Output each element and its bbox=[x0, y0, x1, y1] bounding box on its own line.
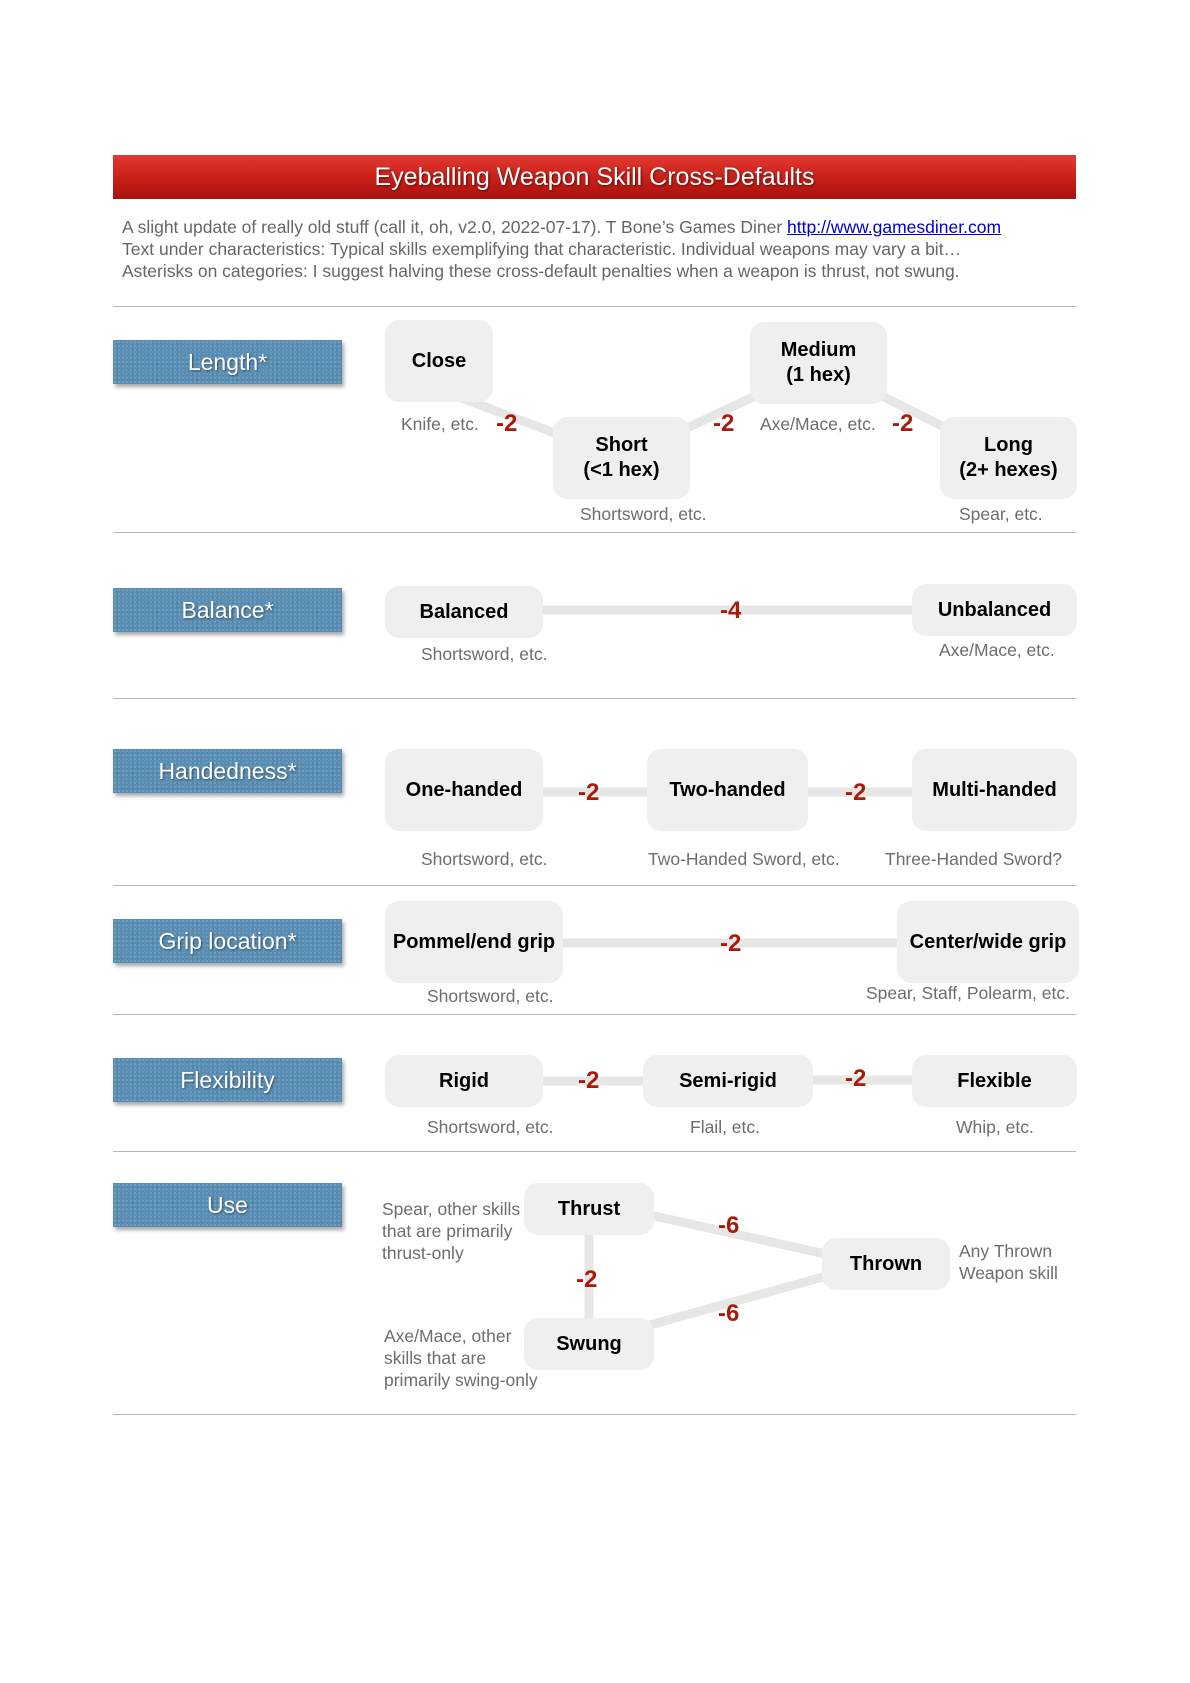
category-handedness: Handedness* bbox=[113, 749, 342, 793]
page-title: Eyeballing Weapon Skill Cross-Defaults bbox=[113, 155, 1076, 199]
penalty-medium-long: -2 bbox=[892, 410, 914, 437]
note-unbalanced: Axe/Mace, etc. bbox=[939, 640, 1055, 660]
category-grip-location: Grip location* bbox=[113, 919, 342, 963]
connector-swung-thrown bbox=[650, 1275, 830, 1325]
node-flexible: Flexible bbox=[912, 1055, 1077, 1107]
note-thrown: Any Thrown Weapon skill bbox=[959, 1241, 1058, 1283]
category-length: Length* bbox=[113, 340, 342, 384]
node-close: Close bbox=[385, 320, 493, 402]
penalty-semi-flexible: -2 bbox=[845, 1065, 867, 1092]
note-short: Shortsword, etc. bbox=[580, 504, 707, 524]
node-semi-rigid: Semi-rigid bbox=[643, 1055, 813, 1107]
node-long: Long (2+ hexes) bbox=[940, 417, 1077, 499]
penalty-swung-thrown: -6 bbox=[718, 1300, 740, 1327]
intro-line-1: A slight update of really old stuff (call it, oh, v2.0, 2022-07-17). T Bone’s Games Diner bbox=[122, 217, 788, 237]
node-swung: Swung bbox=[524, 1318, 654, 1370]
penalty-short-medium: -2 bbox=[713, 410, 735, 437]
note-close: Knife, etc. bbox=[401, 414, 479, 434]
note-long: Spear, etc. bbox=[959, 504, 1043, 524]
node-medium: Medium (1 hex) bbox=[750, 322, 887, 404]
divider bbox=[113, 532, 1076, 533]
node-unbalanced: Unbalanced bbox=[912, 584, 1077, 636]
category-balance: Balance* bbox=[113, 588, 342, 632]
penalty-two-multi: -2 bbox=[845, 779, 867, 806]
node-balanced: Balanced bbox=[385, 586, 543, 638]
note-one-handed: Shortsword, etc. bbox=[421, 849, 548, 869]
divider bbox=[113, 1414, 1076, 1415]
note-semi-rigid: Flail, etc. bbox=[690, 1117, 761, 1137]
note-swung: Axe/Mace, other skills that are primarily swing-only bbox=[384, 1326, 538, 1390]
intro-text bbox=[122, 216, 1082, 282]
category-use: Use bbox=[113, 1183, 342, 1227]
node-two-handed: Two-handed bbox=[647, 749, 808, 831]
note-two-handed: Two-Handed Sword, etc. bbox=[648, 849, 840, 869]
note-medium: Axe/Mace, etc. bbox=[760, 414, 876, 434]
divider bbox=[113, 885, 1076, 886]
penalty-thrust-swung: -2 bbox=[576, 1266, 598, 1293]
note-balanced: Shortsword, etc. bbox=[421, 644, 548, 664]
penalty-grip: -2 bbox=[720, 930, 742, 957]
divider bbox=[113, 1014, 1076, 1015]
node-multi-handed: Multi-handed bbox=[912, 749, 1077, 831]
intro-line-2: Text under characteristics: Typical skills exemplifying that characteristic. Individual weapons may vary a bit… bbox=[122, 239, 962, 259]
intro-line-3: Asterisks on categories: I suggest halving these cross-default penalties when a weapon is thrust, not swung. bbox=[122, 261, 960, 281]
penalty-rigid-semi: -2 bbox=[578, 1067, 600, 1094]
note-thrust: Spear, other skills that are primarily thrust-only bbox=[382, 1199, 521, 1263]
node-short: Short (<1 hex) bbox=[553, 417, 690, 499]
node-center-grip: Center/wide grip bbox=[897, 901, 1079, 983]
penalty-balance: -4 bbox=[720, 597, 742, 624]
node-thrown: Thrown bbox=[822, 1238, 950, 1290]
category-flexibility: Flexibility bbox=[113, 1058, 342, 1102]
divider bbox=[113, 1151, 1076, 1152]
note-rigid: Shortsword, etc. bbox=[427, 1117, 554, 1137]
node-rigid: Rigid bbox=[385, 1055, 543, 1107]
note-center-grip: Spear, Staff, Polearm, etc. bbox=[866, 983, 1070, 1003]
node-one-handed: One-handed bbox=[385, 749, 543, 831]
note-multi-handed: Three-Handed Sword? bbox=[885, 849, 1063, 869]
node-thrust: Thrust bbox=[524, 1183, 654, 1235]
penalty-one-two: -2 bbox=[578, 779, 600, 806]
note-pommel-grip: Shortsword, etc. bbox=[427, 986, 554, 1006]
divider bbox=[113, 698, 1076, 699]
penalty-thrust-thrown: -6 bbox=[718, 1212, 740, 1239]
connector-thrust-thrown bbox=[650, 1215, 830, 1255]
note-flexible: Whip, etc. bbox=[956, 1117, 1034, 1137]
penalty-close-short: -2 bbox=[496, 410, 518, 437]
node-pommel-grip: Pommel/end grip bbox=[385, 901, 563, 983]
divider bbox=[113, 306, 1076, 307]
website-link[interactable]: http://www.gamesdiner.com bbox=[787, 217, 1002, 237]
